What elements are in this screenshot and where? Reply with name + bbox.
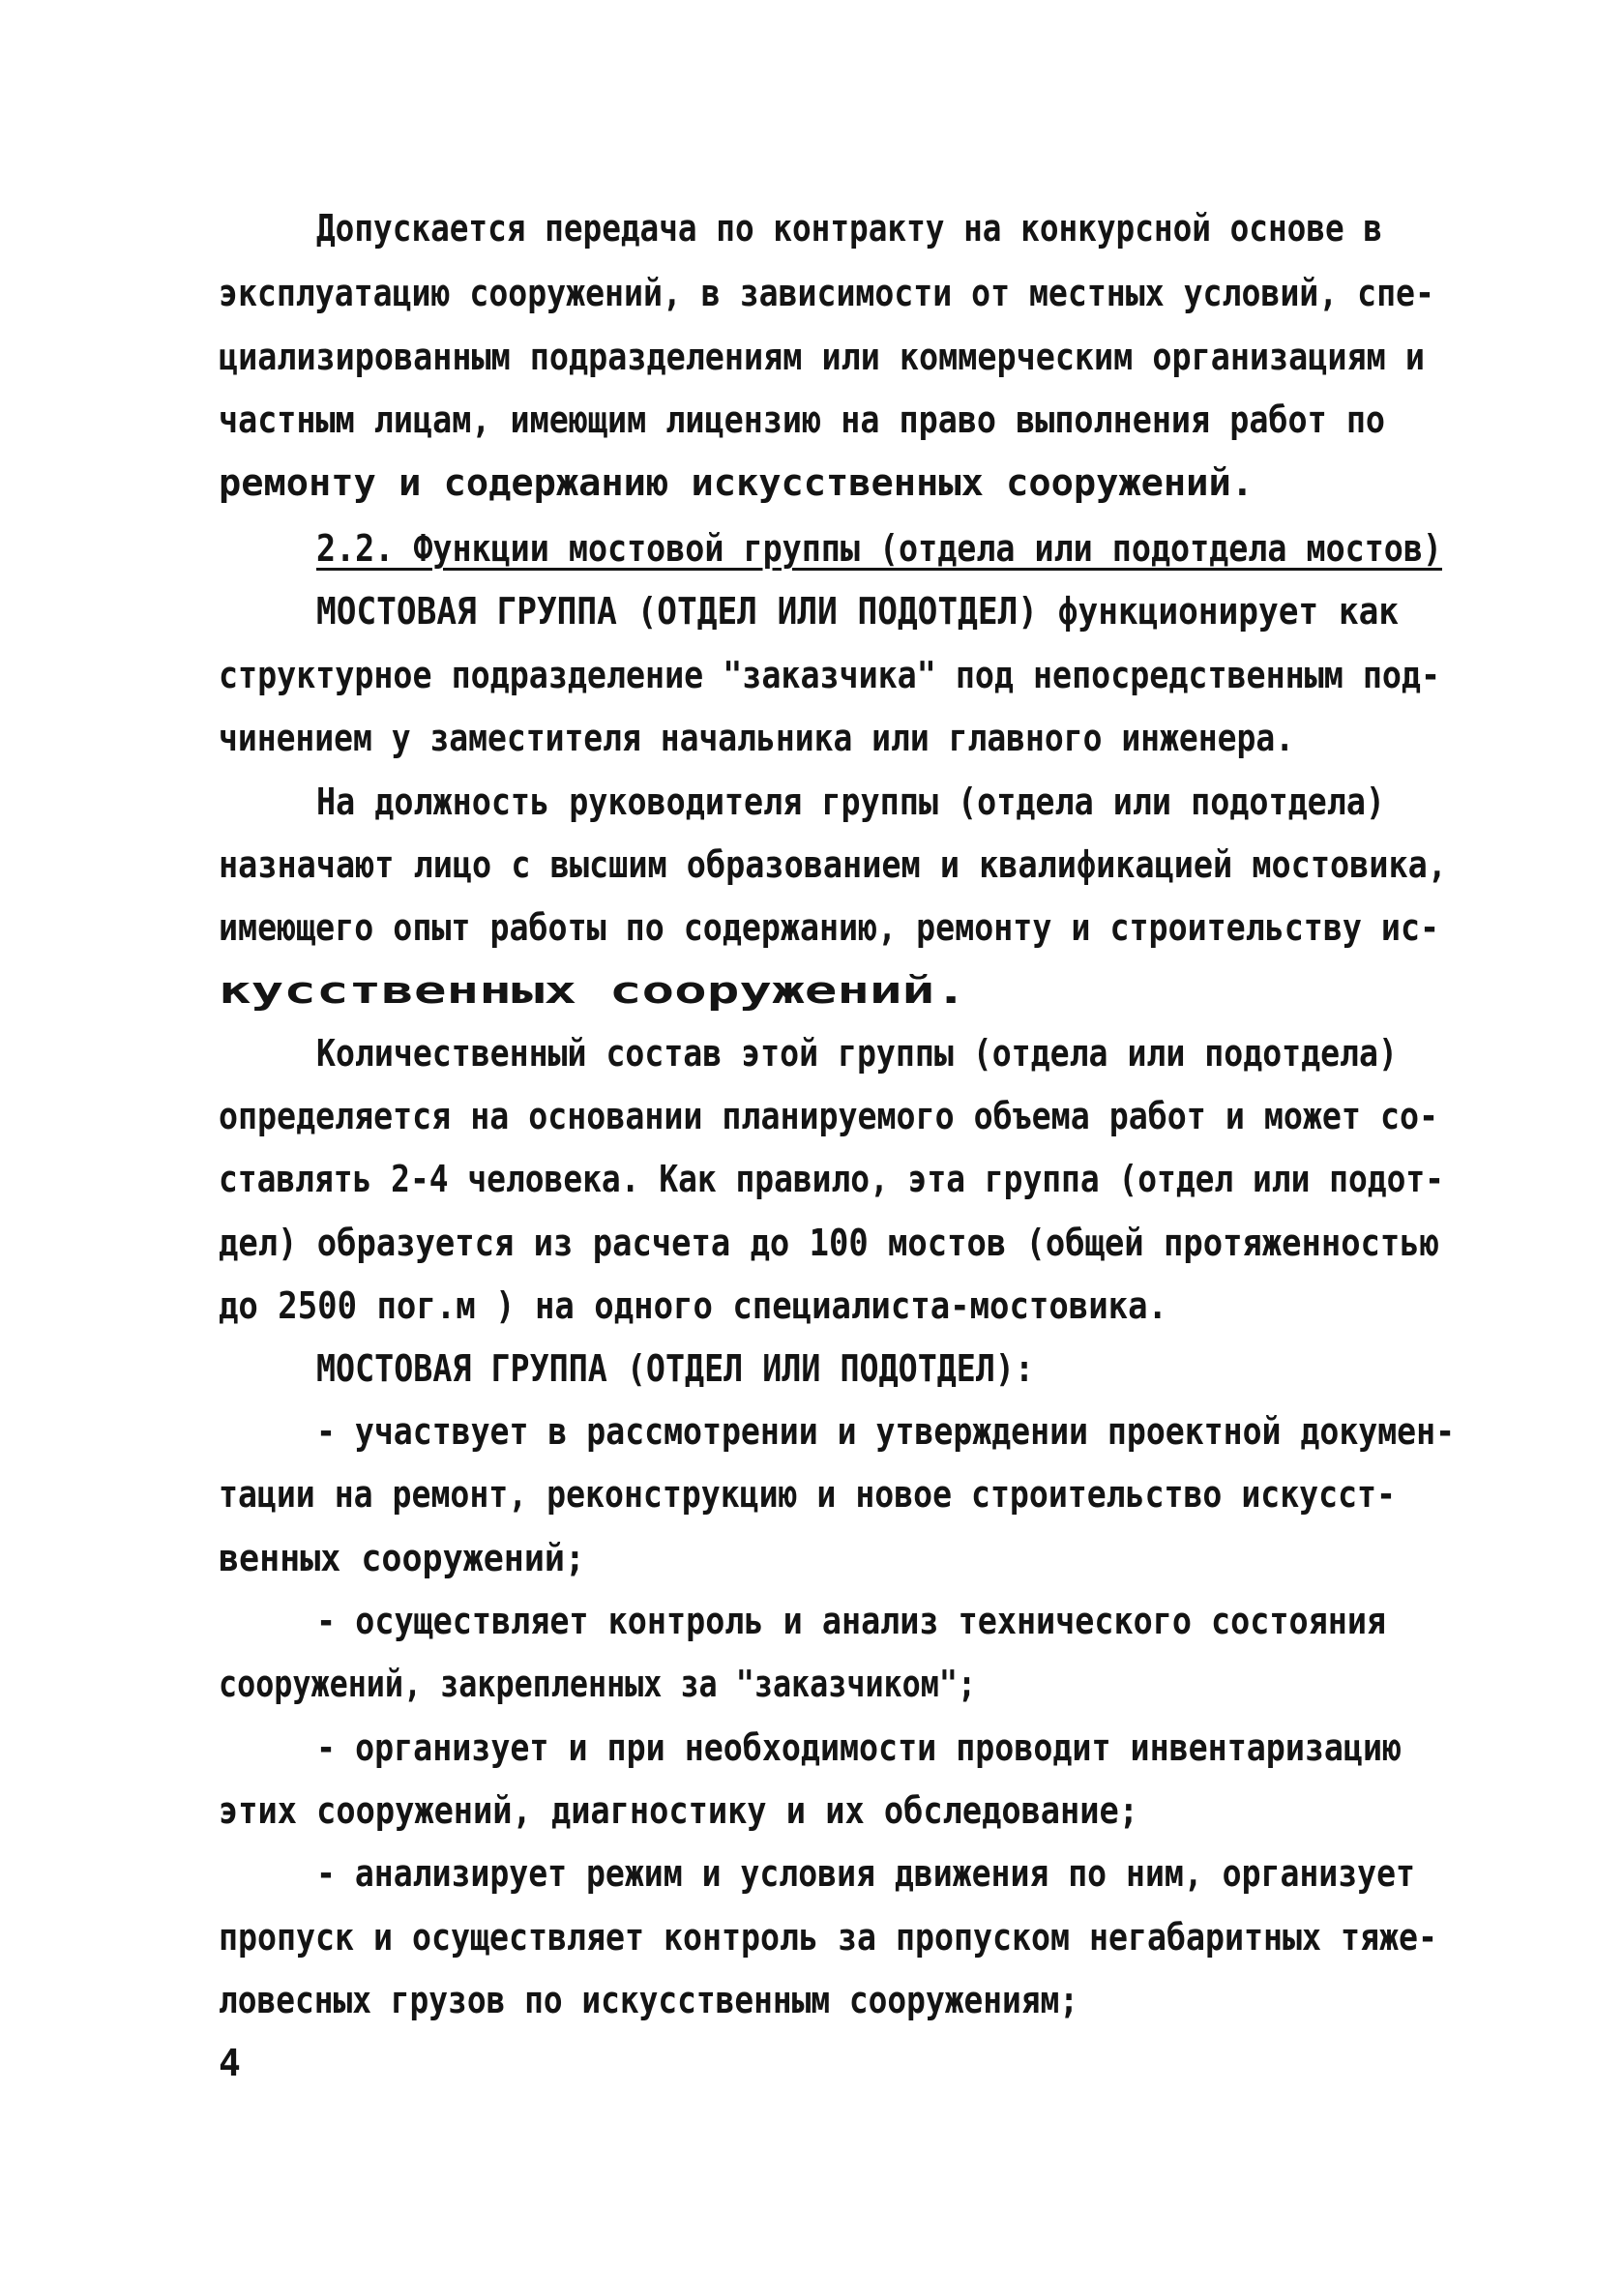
text-line: - осуществляет контроль и анализ технического состояния: [316, 1600, 1387, 1642]
text-line: пропуск и осуществляет контроль за пропуском негабаритных тяже-: [219, 1916, 1437, 1959]
text-line: частным лицам, имеющим лицензию на право выполнения работ по: [219, 398, 1386, 441]
text-line: Допускается передача по контракту на конкурсной основе в: [316, 207, 1383, 250]
text-line: тации на ремонт, реконструкцию и новое строительство искусст-: [219, 1473, 1396, 1516]
text-line: чинением у заместителя начальника или главного инженера.: [219, 717, 1295, 759]
text-line: ремонту и содержанию искусственных сооружений.: [219, 461, 1254, 504]
text-line: сооружений, закрепленных за "заказчиком";: [219, 1663, 977, 1705]
text-line: структурное подразделение "заказчика" под непосредственным под-: [219, 654, 1441, 696]
text-line: Количественный состав этой группы (отдела или подотдела): [316, 1032, 1398, 1075]
text-line: эксплуатацию сооружений, в зависимости от местных условий, спе-: [219, 272, 1434, 314]
text-line: ловесных грузов по искусственным сооружениям;: [219, 1979, 1078, 2021]
text-line: циализированным подразделениям или коммерческим организациям и: [219, 336, 1425, 378]
page-number: 4: [219, 2042, 241, 2084]
text-line: МОСТОВАЯ ГРУППА (ОТДЕЛ ИЛИ ПОДОТДЕЛ) функционирует как: [316, 590, 1400, 633]
text-line: - анализирует режим и условия движения по ним, организует: [316, 1852, 1415, 1895]
text-line: венных сооружений;: [219, 1537, 585, 1579]
text-line: - участвует в рассмотрении и утверждении проектной докумен-: [316, 1410, 1456, 1453]
text-line: МОСТОВАЯ ГРУППА (ОТДЕЛ ИЛИ ПОДОТДЕЛ):: [316, 1347, 1035, 1390]
text-line: до 2500 пог.м ) на одного специалиста-мостовика.: [219, 1284, 1167, 1327]
text-line: дел) образуется из расчета до 100 мостов (общей протяженностью: [219, 1222, 1439, 1264]
text-line: ставлять 2-4 человека. Как правило, эта группа (отдел или подот-: [219, 1158, 1444, 1200]
section-title: 2.2. Функции мостовой группы (отдела или подотдела мостов): [316, 527, 1442, 570]
text-line: - организует и при необходимости проводит инвентаризацию: [316, 1726, 1403, 1769]
text-line: имеющего опыт работы по содержанию, ремонту и строительству ис-: [219, 906, 1440, 949]
text-line: этих сооружений, диагностику и их обследование;: [219, 1789, 1138, 1832]
text-line: кусственных сооружений.: [219, 969, 967, 1012]
text-line: определяется на основании планируемого объема работ и может со-: [219, 1095, 1439, 1137]
text-line: На должность руководителя группы (отдела или подотдела): [316, 781, 1386, 823]
text-line: назначают лицо с высшим образованием и квалификацией мостовика,: [219, 843, 1447, 886]
